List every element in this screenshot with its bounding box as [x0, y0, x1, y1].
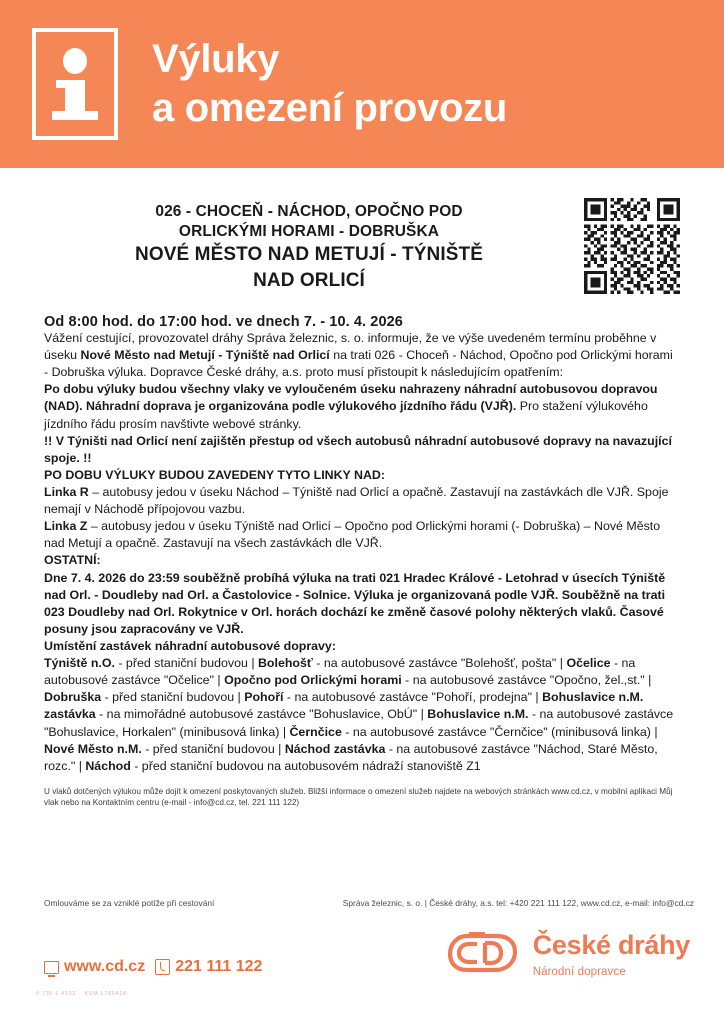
stop-separator: | — [274, 741, 285, 756]
banner-title-line1: Výluky — [152, 37, 280, 82]
section-line-1: NOVÉ MĚSTO NAD METUJÍ - TÝNIŠTĚ — [135, 244, 483, 266]
stop-name: Bohuslavice n.M. — [427, 707, 529, 722]
intro-section-bold: Nové Město nad Metují - Týniště nad Orlicí — [80, 348, 330, 363]
validity-period: Od 8:00 hod. do 17:00 hod. ve dnech 7. - 10. 4. 2026 — [44, 314, 403, 330]
stop-name: Pohoří — [244, 690, 284, 705]
section-line-2: NAD ORLICÍ — [253, 269, 365, 291]
cd-logo-icon — [447, 930, 521, 976]
stop-separator: | — [234, 690, 245, 705]
stop-name: Bolehošť — [257, 656, 313, 671]
other-section — [44, 552, 680, 638]
intro-text-2: na trati 026 - Choceň - Náchod, Opočno pod Orlickými horami - Dobruška výluka. Dopravce České dráhy, a.s. proto musí přistoupit k následujícím opatřením: — [44, 348, 673, 380]
stop-name: Náchod — [85, 758, 131, 773]
other-text: Dne 7. 4. 2026 do 23:59 souběžně probíhá výluka na trati 021 Hradec Králové - Letohrad v úsecích Týniště nad Orl. - Doudleby nad Orl. a Častolovice - Solnice. Výluka je organizovaná podle VJŘ. Souběžně na trati 023 Doudleby nad Orl. Rokytnice v Orl. horách dochází ke změně časové polohy některých vlaků. Časové posuny jsou zapracovány ve VJŘ. — [44, 570, 666, 636]
stop-name: Týniště n.O. — [44, 656, 115, 671]
line-z-description: – autobusy jedou v úseku Týniště nad Orlicí – Opočno pod Orlickými horami (- Dobruška) – Nové Město nad Metují a opačně. Zastavují na všech zastávkách dle VJŘ. — [44, 519, 661, 551]
website-link[interactable] — [44, 958, 145, 976]
stop-name: Černčice — [289, 724, 342, 739]
stop-name: Náchod zastávka — [284, 741, 386, 756]
intro-text-1: Vážení cestující, provozovatel dráhy Správa železnic, s. o. informuje, že ve výše uvedeném termínu proběhne v úseku — [44, 331, 657, 363]
stop-location: - na autobusové zastávce "Černčice" (minibusová linka) — [341, 724, 651, 739]
stop-name: Bohuslavice n.M. zastávka — [44, 690, 644, 722]
apology-text: Omlouváme se za vzniklé potíže při cestování — [44, 898, 215, 908]
route-line-1: 026 - CHOCEŇ - NÁCHOD, OPOČNO POD — [155, 203, 463, 220]
info-icon — [32, 28, 118, 140]
footer-row — [44, 898, 694, 908]
qr-code-icon — [584, 198, 680, 294]
page-title — [44, 196, 584, 294]
measures-warning: !! V Týništi nad Orlicí není zajištěn přestup od všech autobusů náhradní autobusové dopravy na navazující spoje. !! — [44, 433, 672, 465]
stop-location: - na mimořádné autobusové zastávce "Bohuslavice, ObÚ" — [95, 707, 418, 722]
stop-separator: | — [556, 656, 567, 671]
phone-label: 221 111 122 — [175, 958, 263, 975]
stops-section — [44, 638, 680, 775]
stop-name: Nové Město n.M. — [44, 741, 142, 756]
stop-location: - na autobusové zastávce "Pohoří, prodejna" — [283, 690, 532, 705]
cd-brand — [447, 930, 690, 978]
stop-location: - na autobusové zastávce "Bohuslavice, Horkalen" (minibusová linka) — [44, 707, 674, 739]
bus-lines-heading: PO DOBU VÝLUKY BUDOU ZAVEDENY TYTO LINKY NAD: — [44, 467, 386, 482]
stop-separator: | — [75, 758, 86, 773]
footer-contacts — [44, 958, 262, 976]
line-r-description: – autobusy jedou v úseku Náchod – Týniště nad Orlicí a opačně. Zastavují na zastávkách dle VJŘ. Spoje nemají v Náchodě přípojovou vazbu. — [44, 484, 669, 517]
stop-location: - na autobusové zastávce "Opočno, žel.,st." — [401, 673, 645, 688]
stop-separator: | — [650, 724, 658, 739]
stop-separator: | — [279, 724, 290, 739]
stop-location: - na autobusové zastávce "Bolehošť, pošta" — [312, 656, 557, 671]
phone-icon — [155, 959, 170, 975]
stop-name: Dobruška — [44, 690, 102, 705]
stop-name: Očelice — [566, 656, 611, 671]
monitor-icon — [44, 961, 59, 974]
line-z-label: Linka Z — [44, 519, 88, 534]
operator-contact-line: Správa železnic, s. o. | České dráhy, a.s. tel: +420 221 111 122, www.cd.cz, e-mail: info@cd.cz — [342, 898, 694, 908]
info-icon-stem — [65, 80, 85, 120]
stop-location: - na autobusové zastávce "Náchod, Staré Město, rozc." — [44, 741, 658, 773]
stop-location: - před staniční budovou na autobusovém nádraží stanoviště Z1 — [130, 758, 481, 773]
service-disclaimer: U vlaků dotčených výlukou může dojít k omezení poskytovaných služeb. Bližší informace o omezení služeb najdete na webových stránkách www.cd.cz, v mobilní aplikaci Můj vlak nebo na Kontaktním centru (e-mail - info@cd.cz, tel. 221 111 122) — [44, 786, 673, 807]
stops-heading: Umístění zastávek náhradní autobusové dopravy: — [44, 638, 336, 653]
stop-location: - před staniční budovou — [114, 656, 248, 671]
line-r-label: Linka R — [44, 484, 89, 499]
stop-separator: | — [417, 707, 428, 722]
stop-separator: | — [644, 673, 652, 688]
cd-brand-words — [533, 930, 690, 978]
other-heading: OSTATNÍ: — [44, 553, 101, 568]
phone-contact[interactable] — [155, 958, 262, 976]
cd-brand-name: České dráhy — [532, 930, 690, 960]
route-line-2: ORLICKÝMI HORAMI - DOBRUŠKA — [178, 223, 440, 241]
cd-brand-subtitle: Národní dopravce — [532, 966, 626, 978]
bus-lines-section — [44, 467, 680, 553]
info-icon-dot — [63, 48, 87, 74]
notice-banner — [0, 0, 724, 168]
document-code: 0 735 1 4102 KSM L765418 — [36, 991, 127, 997]
stop-location: - před staniční budovou — [101, 690, 235, 705]
measures-plain-1: Pro stažení výlukového jízdního řádu prosím navštivte webové stránky. — [44, 399, 648, 431]
title-row — [44, 196, 680, 294]
measures-paragraph — [44, 381, 680, 467]
stops-list — [44, 656, 673, 773]
stop-separator: | — [531, 690, 543, 705]
stop-location: - na autobusové zastávce "Očelice" — [44, 656, 636, 688]
stop-location: - před staniční budovou — [141, 741, 275, 756]
notice-content — [0, 168, 724, 808]
banner-title-line2: a omezení provozu — [152, 86, 507, 130]
intro-paragraph — [44, 330, 680, 381]
measures-bold-1: Po dobu výluky budou všechny vlaky ve vyloučeném úseku nahrazeny náhradní autobusovou dopravou (NAD). Náhradní doprava je organizována podle výlukového jízdního řádu (VJŘ). — [44, 382, 658, 414]
banner-title — [152, 35, 507, 133]
stop-name: Opočno pod Orlickými horami — [224, 673, 402, 688]
website-label: www.cd.cz — [64, 958, 146, 975]
stop-separator: | — [247, 656, 258, 671]
stop-separator: | — [213, 673, 225, 688]
